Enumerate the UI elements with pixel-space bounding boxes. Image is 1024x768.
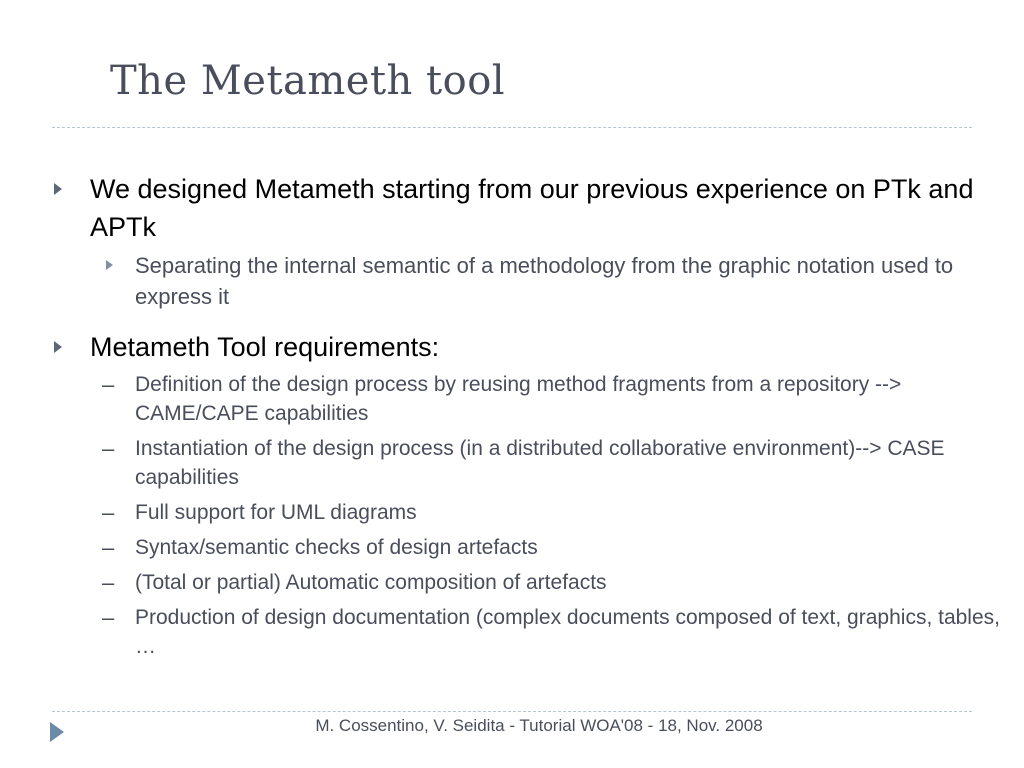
bullet-item <box>52 170 1007 246</box>
dash-item-text: Instantiation of the design process (in a distributed collaborative environment)--> CASE capabilities <box>135 437 945 489</box>
dash-item <box>52 498 1007 527</box>
dash-item <box>52 370 1007 428</box>
dash-bullet: – <box>102 570 115 595</box>
dash-item <box>52 568 1007 597</box>
slide-footer: M. Cossentino, V. Seidita - Tutorial WOA'08 - 18, Nov. 2008 <box>315 716 763 735</box>
slide-content <box>52 170 1007 667</box>
bullet-text: We designed Metameth starting from our previous experience on PTk and APTk <box>90 174 974 242</box>
dash-item-text: Syntax/semantic checks of design artefacts <box>135 536 538 559</box>
dash-item-text: Full support for UML diagrams <box>135 501 417 524</box>
dash-item-text: Definition of the design process by reusing method fragments from a repository --> CAME/CAPE capabilities <box>135 373 902 425</box>
sub-bullet-text: Separating the internal semantic of a methodology from the graphic notation used to express it <box>135 253 954 309</box>
dash-bullet: – <box>102 535 115 560</box>
dash-bullet: – <box>102 605 115 630</box>
dash-item <box>52 603 1007 661</box>
triangle-right-icon <box>54 341 62 353</box>
triangle-right-small-icon <box>106 260 113 270</box>
triangle-right-icon <box>54 183 62 195</box>
dash-item <box>52 434 1007 492</box>
dash-item <box>52 533 1007 562</box>
bullet-item <box>52 328 1007 366</box>
footer-divider <box>52 711 972 712</box>
slide-title: The Metameth tool <box>110 58 506 104</box>
dash-bullet: – <box>102 500 115 525</box>
bullet-text: Metameth Tool requirements: <box>90 332 440 362</box>
dash-bullet: – <box>102 436 115 461</box>
dash-bullet: – <box>102 372 115 397</box>
dash-item-text: (Total or partial) Automatic composition of artefacts <box>135 571 607 594</box>
sub-bullet-item <box>52 250 1007 312</box>
dash-item-text: Production of design documentation (complex documents composed of text, graphics, tables, … <box>135 606 1000 658</box>
title-divider <box>52 127 972 128</box>
